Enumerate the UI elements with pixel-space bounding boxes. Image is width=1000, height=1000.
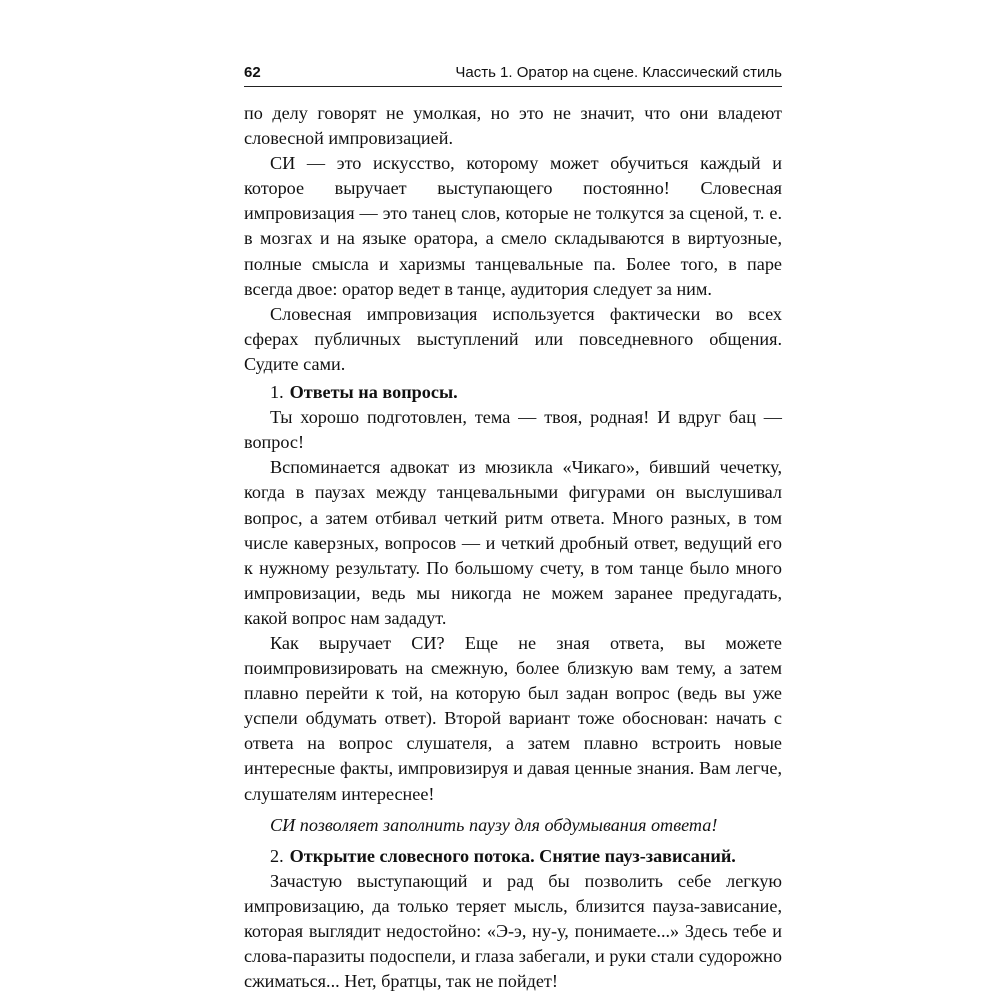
running-header <box>244 60 782 87</box>
section-number: 2. <box>270 845 284 866</box>
section-heading-2 <box>244 844 782 869</box>
paragraph: СИ — это искусство, которому может обучиться каждый и которое выручает выступающего постоянно! Словесная импровизация — это танец слов, которые не толкутся за сценой, т. е. в мозгах и на языке оратора, а смело складываются в виртуозные, полные смысла и харизмы танцевальные па. Более того, в паре всегда двое: оратор ведет в танце, аудитория следует за ним. <box>244 153 782 299</box>
section-conclusion: СИ позволяет заполнить паузу для обдумывания ответа! <box>270 814 718 835</box>
paragraph-continued: по делу говорят не умолкая, но это не значит, что они владеют словесной импровизацией. <box>244 103 782 149</box>
section-heading-1 <box>244 380 782 405</box>
paragraph: Словесная импровизация используется фактически во всех сферах публичных выступлений или повседневного общения. Судите сами. <box>244 303 782 374</box>
paragraph: Зачастую выступающий и рад бы позволить себе легкую импровизацию, да только теряет мысль, близится пауза-зависание, которая выглядит недостойно: «Э-э, ну-у, понимаете...» Здесь тебе и слова-паразиты подоспели, и глаза забегали, и руки стали судорожно сжиматься... Нет, братцы, так не пойдет! <box>244 870 782 992</box>
section-number: 1. <box>270 382 284 403</box>
section-title: Ответы на вопросы. <box>289 382 458 403</box>
paragraph: Ты хорошо подготовлен, тема — твоя, родная! И вдруг бац — вопрос! <box>244 407 782 453</box>
book-page <box>244 60 782 994</box>
page-number: 62 <box>244 64 261 81</box>
paragraph: Вспоминается адвокат из мюзикла «Чикаго», бивший чечетку, когда в паузах между танцевальными фигурами он выслушивал вопрос, а затем отбивал четкий ритм ответа. Много разных, в том числе каверзных, вопросов — и четкий дробный ответ, ведущий его к нужному результату. По большому счету, в том танце было много импровизации, ведь мы никогда не можем заранее предугадать, какой вопрос нам зададут. <box>244 457 782 628</box>
chapter-title: Часть 1. Оратор на сцене. Классический стиль <box>455 64 782 81</box>
section-title: Открытие словесного потока. Снятие пауз-зависаний. <box>289 845 736 866</box>
body-text <box>244 101 782 994</box>
paragraph: Как выручает СИ? Еще не зная ответа, вы можете поимпровизировать на смежную, более близкую вам тему, а затем плавно перейти к той, на которую был задан вопрос (ведь вы уже успели обдумать ответ). Второй вариант тоже обоснован: начать с ответа на вопрос слушателя, а затем плавно встроить новые интересные факты, импровизируя и давая ценные знания. Вам легче, слушателям интереснее! <box>244 632 782 804</box>
